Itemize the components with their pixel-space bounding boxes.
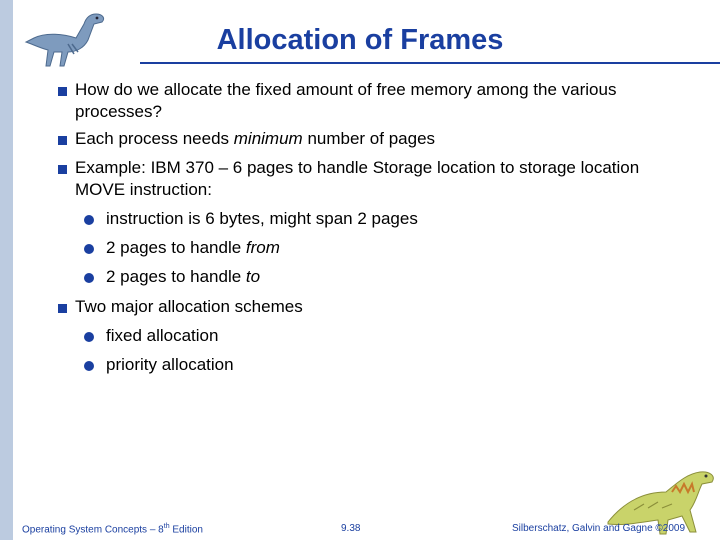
bullet-item: How do we allocate the fixed amount of free memory among the various processes? — [75, 80, 617, 121]
circle-bullet-icon — [84, 361, 94, 371]
bullet-text: number of pages — [302, 129, 436, 148]
bullet-emphasis: from — [245, 238, 280, 257]
bullet-item: Two major allocation schemes — [75, 297, 303, 316]
sub-bullet-item: priority allocation — [106, 355, 234, 374]
bullet-text: 2 pages to handle — [106, 267, 246, 286]
footer-page-number: 9.38 — [341, 523, 361, 534]
bullet-emphasis: to — [245, 267, 261, 286]
sub-bullet-item — [106, 237, 666, 259]
footer-text: Edition — [169, 524, 203, 536]
circle-bullet-icon — [84, 215, 94, 225]
bullet-text: 2 pages to handle — [106, 238, 246, 257]
footer-copyright: Silberschatz, Galvin and Gagne ©2009 — [512, 523, 686, 534]
square-bullet-icon — [58, 136, 67, 145]
footer-course-title — [22, 523, 203, 535]
circle-bullet-icon — [84, 244, 94, 254]
square-bullet-icon — [58, 304, 67, 313]
sub-bullet-item: instruction is 6 bytes, might span 2 pages — [106, 209, 418, 228]
sub-bullet-item: fixed allocation — [106, 326, 219, 345]
square-bullet-icon — [58, 87, 67, 96]
bullet-emphasis: minimum — [233, 129, 303, 148]
square-bullet-icon — [58, 165, 67, 174]
bullet-text: Each process needs — [75, 129, 234, 148]
circle-bullet-icon — [84, 273, 94, 283]
footer-superscript: th — [163, 523, 170, 530]
bullet-item — [75, 128, 675, 150]
bullet-item: Example: IBM 370 – 6 pages to handle Storage location to storage location MOVE instruction: — [75, 158, 640, 199]
slide-title: Allocation of Frames — [216, 24, 504, 56]
circle-bullet-icon — [84, 332, 94, 342]
footer-text: Operating System Concepts – 8 — [22, 524, 164, 536]
sub-bullet-item — [106, 266, 666, 288]
